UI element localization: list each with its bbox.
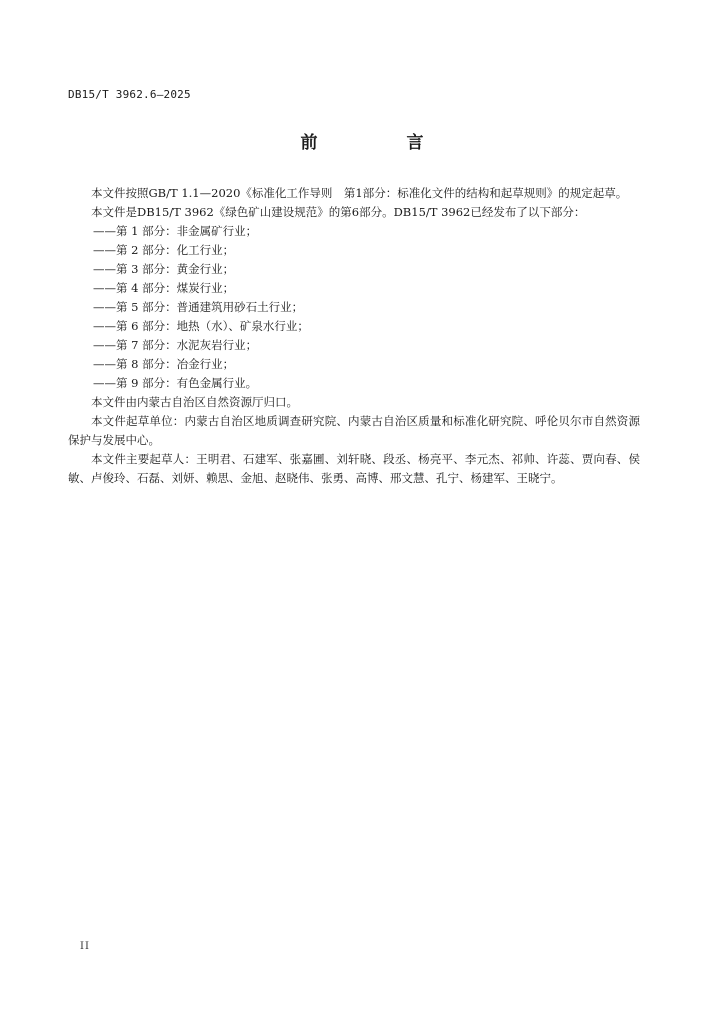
list-item: ——第 9 部分：有色金属行业。 bbox=[93, 376, 258, 390]
drafters-paragraph: 本文件主要起草人：王明君、石建军、张嘉圃、刘轩晓、段丞、杨亮平、李元杰、祁帅、许蕊、贾向春、侯敏、卢俊玲、石磊、刘妍、赖思、金旭、赵晓伟、张勇、高博、邢文慧、孔宁、杨建军、王晓宁。 bbox=[68, 452, 640, 485]
drafting-units-paragraph: 本文件起草单位：内蒙古自治区地质调查研究院、内蒙古自治区质量和标准化研究院、呼伦贝尔市自然资源保护与发展中心。 bbox=[68, 414, 640, 447]
page-title: 前 言 bbox=[300, 133, 460, 153]
list-item: ——第 5 部分：普通建筑用砂石土行业； bbox=[93, 300, 304, 314]
page-number: II bbox=[80, 941, 90, 952]
list-item: ——第 6 部分：地热（水）、矿泉水行业； bbox=[93, 319, 309, 333]
list-item: ——第 2 部分：化工行业； bbox=[93, 243, 235, 257]
list-item: ——第 7 部分：水泥灰岩行业； bbox=[93, 338, 258, 352]
document-code: DB15/T 3962.6—2025 bbox=[68, 88, 191, 101]
authority-paragraph: 本文件由内蒙古自治区自然资源厅归口。 bbox=[91, 395, 298, 409]
basis-paragraph: 本文件按照GB/T 1.1—2020《标准化工作导则 第1部分：标准化文件的结构和起草规则》的规定起草。 bbox=[91, 186, 628, 200]
list-item: ——第 4 部分：煤炭行业； bbox=[93, 281, 235, 295]
list-item: ——第 8 部分：冶金行业； bbox=[93, 357, 235, 371]
parts-list bbox=[68, 222, 640, 393]
preface-body bbox=[68, 184, 640, 488]
list-item: ——第 3 部分：黄金行业； bbox=[93, 262, 235, 276]
list-item: ——第 1 部分：非金属矿行业； bbox=[93, 224, 258, 238]
part-paragraph: 本文件是DB15/T 3962《绿色矿山建设规范》的第6部分。DB15/T 3962已经发布了以下部分： bbox=[91, 205, 586, 219]
